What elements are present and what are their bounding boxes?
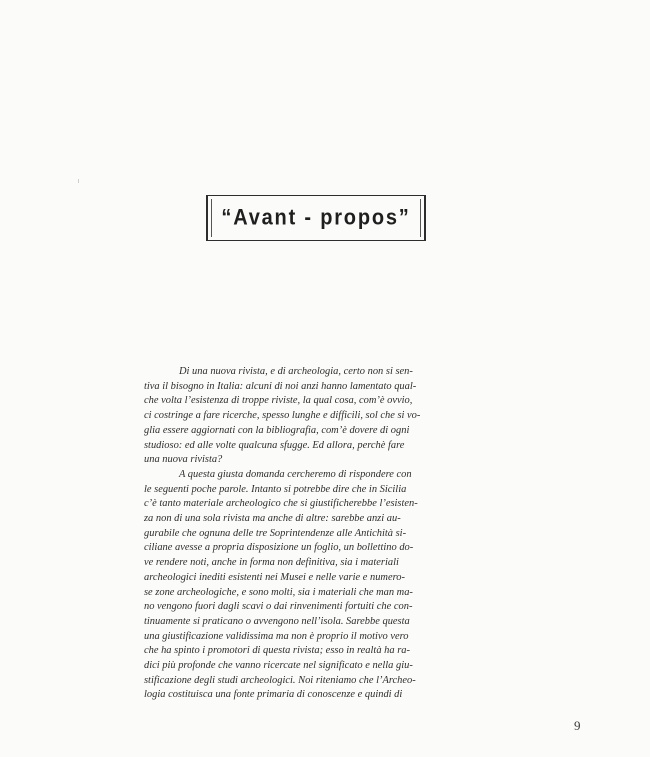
page-number: 9 (574, 718, 581, 733)
body-line: tiva il bisogno in Italia: alcuni di noi anzi hanno lamentato qual- (144, 380, 417, 392)
body-line: una giustificazione validissima ma non è proprio il motivo vero (144, 630, 409, 642)
body-text (144, 365, 494, 703)
title-frame (206, 195, 426, 241)
body-line: che ha spinto i promotori di questa rivista; esso in realtà ha ra- (144, 645, 410, 657)
body-line: za non di una sola rivista ma anche di altre: sarebbe anzi au- (144, 513, 401, 525)
body-line: le seguenti poche parole. Intanto si potrebbe dire che in Sicilia (144, 483, 407, 495)
body-line: logia costituisca una fonte primaria di conoscenze e quindi di (144, 689, 403, 701)
body-line: studioso: ed alle volte qualcuna sfugge. Ed allora, perchè fare (144, 439, 405, 451)
body-line: una nuova rivista? (144, 454, 223, 466)
body-line: che volta l’esistenza di troppe riviste, la qual cosa, com’è ovvio, (144, 395, 413, 407)
body-line: no vengono fuori dagli scavi o dai rinvenimenti fortuiti che con- (144, 601, 413, 613)
body-line: A questa giusta domanda cercheremo di rispondere con (179, 468, 412, 480)
body-line: ve rendere noti, anche in forma non definitiva, sia i materiali (144, 557, 399, 569)
body-line: tinuamente si praticano o avvengono nell’isola. Sarebbe questa (144, 615, 410, 627)
body-line: dici più profonde che vanno ricercate nel significato e nella giu- (144, 660, 413, 672)
body-line: ci costringe a fare ricerche, spesso lunghe e difficili, sol che si vo- (144, 410, 421, 422)
scan-mark (78, 179, 79, 183)
body-line: gurabile che ognuna delle tre Soprintendenze alle Antichità si- (144, 527, 407, 539)
body-line: Di una nuova rivista, e di archeologia, certo non si sen- (179, 366, 413, 377)
body-line: stificazione degli studi archeologici. Noi riteniamo che l’Archeo- (144, 674, 416, 686)
body-line: ciliane avesse a propria disposizione un foglio, un bollettino do- (144, 542, 414, 554)
body-line: glia essere aggiornati con la bibliografia, com’è dovere di ogni (144, 424, 410, 436)
body-line: se zone archeologiche, e sono molti, sia i materiali che man ma- (144, 586, 413, 598)
body-line: archeologici inediti esistenti nei Musei e nelle varie e numero- (144, 571, 405, 583)
body-line: c’è tanto materiale archeologico che si giustificherebbe l’esisten- (144, 498, 418, 510)
page-title: “Avant - propos” (221, 205, 411, 230)
